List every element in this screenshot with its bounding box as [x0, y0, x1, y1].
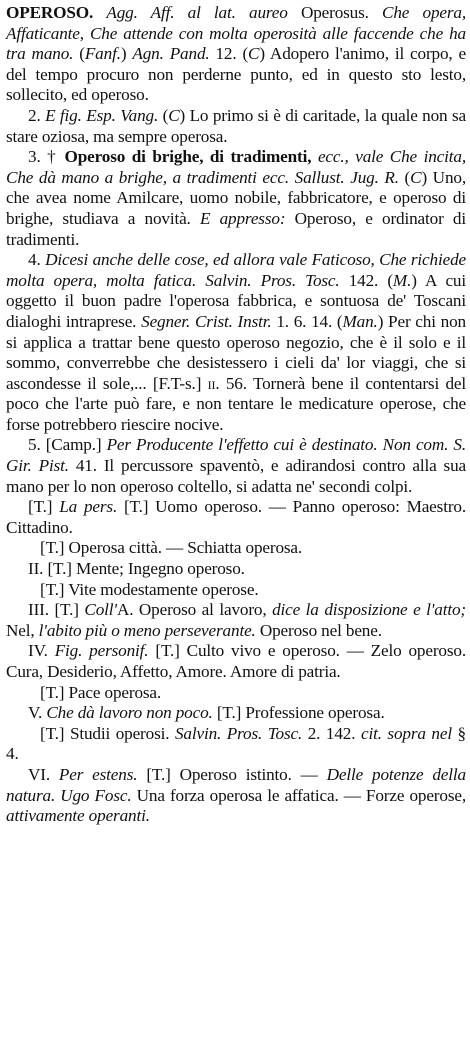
italic-run: C	[410, 167, 422, 187]
italic-run: M.	[392, 270, 412, 290]
italic-run: l'abito più o meno perseverante.	[38, 620, 256, 640]
text-run: ) Per chi non si applica a trattar bene questo operoso negozio, che è il solo e il sommo, converrebbe che desistessero i cieli da' lor viaggi, che si ascondesse il sole,... [F.T-s.]	[6, 311, 466, 393]
italic-run: Che dà lavoro non poco.	[46, 703, 213, 723]
italic-run: Segner. Crist. Instr.	[141, 311, 272, 331]
text-run: [T.] Operoso istinto. —	[137, 764, 327, 784]
text-run: (	[398, 167, 411, 187]
entry-subsense-pers	[6, 497, 466, 538]
italic-run: La pers.	[59, 497, 118, 517]
italic-run: E fig. Esp. Vang.	[45, 105, 159, 125]
text-run: ) Uno, che avea nome Amilcare, uomo nobile, fabbricatore, e operoso di brighe, studiava a novità.	[6, 167, 466, 228]
italic-run: Salvin. Pros. Tosc.	[174, 723, 303, 743]
entry-main-definition	[6, 3, 466, 106]
text-run: 12. (	[209, 44, 249, 64]
italic-run: Per Producente l'effetto cui è destinato. Non com. S. Gir. Pist.	[6, 435, 466, 476]
italic-run: Fig. personif.	[54, 641, 149, 661]
text-run: Operosus.	[287, 3, 383, 22]
text-run: 41. Il percussore spaventò, e adirandosi contro alla sua mano per lo non operoso coltello, si adatta ne' secondi colpi.	[6, 456, 466, 496]
entry-subsense-studii	[6, 724, 466, 765]
italic-run: Coll'	[84, 600, 117, 620]
entry-sense-IV	[6, 641, 466, 682]
italic-run: Dicesi anche delle cose, ed allora vale Faticoso, Che richiede molta opera, molta fatica. Salvin. Pros. Tosc.	[6, 250, 466, 290]
italic-run: Man.	[342, 311, 378, 331]
text-run: (	[158, 105, 169, 125]
italic-run: attivamente operanti.	[6, 806, 150, 826]
text-run: IV.	[28, 641, 55, 661]
entry-sense-III	[6, 600, 466, 641]
text-run: 1. 6. 14. (	[271, 311, 343, 331]
text-run: [T.]	[28, 497, 60, 517]
text-run: III. [T.]	[28, 600, 85, 620]
italic-run: Agn. Pand.	[132, 44, 210, 64]
text-run: 3. †	[28, 147, 65, 167]
text-run: 4.	[28, 250, 46, 270]
entry-sense-4	[6, 250, 466, 435]
italic-run: Agg. Aff. al lat. aureo	[106, 3, 288, 22]
italic-run: Che opera, Affaticante, Che attende con molta operosità alle faccende che ha tra mano.	[6, 3, 467, 64]
entry-sense-3	[6, 147, 466, 250]
text-run: § 4.	[6, 723, 466, 764]
entry-sense-5	[6, 435, 466, 497]
italic-run: Per estens.	[58, 764, 138, 784]
smallcaps-run: ii	[207, 373, 216, 393]
text-run: 5. [Camp.]	[28, 435, 107, 455]
bold-run: OPEROSO.	[6, 3, 94, 22]
entry-sense-II	[6, 559, 466, 580]
text-run: [T.] Vite modestamente operose.	[40, 579, 259, 599]
text-run: [T.] Pace operosa.	[40, 682, 162, 702]
text-run: )	[120, 44, 133, 64]
text-run: 2. 142.	[302, 723, 361, 743]
italic-run: Delle potenze della natura. Ugo Fosc.	[6, 764, 466, 805]
text-run: II. [T.] Mente; Ingegno operoso.	[28, 559, 245, 579]
italic-run: C	[168, 105, 180, 125]
text-run: VI.	[28, 764, 59, 784]
text-run: V.	[28, 703, 47, 723]
italic-run: E appresso:	[199, 208, 286, 228]
text-run: [T.] Uomo operoso. — Panno operoso: Maestro. Cittadino.	[6, 497, 466, 537]
text-run: ) Lo primo si è di caritade, la quale non sa stare oziosa, ma sempre operosa.	[6, 105, 466, 146]
text-run: 142. (	[339, 270, 393, 290]
text-run: Una forza operosa le affatica. — Forze operose,	[131, 785, 466, 805]
text-run: (	[73, 44, 85, 64]
italic-run: dice la disposizione e l'atto;	[272, 600, 466, 620]
italic-run: C	[248, 44, 260, 64]
italic-run: cit. sopra nel	[360, 723, 452, 743]
entry-subsense-vite	[6, 580, 466, 601]
entry-sense-VI	[6, 765, 466, 827]
italic-run: ecc., vale Che incita, Che dà mano a brighe, a tradimenti ecc. Sallust. Jug. R.	[6, 147, 466, 187]
text-run: ) Adopero l'animo, il corpo, e del tempo procuro non perderne punto, ed in questo sto lesto, sollecito, ed operoso.	[6, 44, 466, 105]
italic-run: Fanf.	[84, 44, 121, 64]
entry-subsense-citta	[6, 538, 466, 559]
text-run: Operoso, e ordinator di tradimenti.	[6, 208, 466, 249]
text-run: [T.] Studii operosi.	[40, 723, 175, 743]
text-run: A. Operoso al lavoro,	[116, 600, 273, 620]
bold-run: Operoso di brighe, di tradimenti,	[64, 147, 312, 167]
text-run: Nel,	[6, 620, 39, 640]
text-run: Operoso nel bene.	[255, 620, 382, 640]
entry-sense-V	[6, 703, 466, 724]
text-run: . 56. Tornerà bene il contentarsi del poco che l'arte può fare, e non tentare le medicature operose, che forse potrebbero riescire nocive.	[6, 373, 466, 434]
text-run	[93, 3, 106, 22]
text-run: ) A cui oggetto il buon padre l'operosa fabbrica, e sontuosa de' Toscani dialoghi intraprese.	[6, 270, 467, 331]
entry-subsense-pace	[6, 683, 466, 704]
text-run: 2.	[28, 105, 46, 125]
text-run: [T.] Culto vivo e operoso. — Zelo operoso. Cura, Desiderio, Affetto, Amore. Amore di patria.	[6, 641, 466, 681]
entry-sense-2	[6, 106, 466, 147]
text-run: [T.] Professione operosa.	[212, 703, 385, 723]
text-run: [T.] Operosa città. — Schiatta operosa.	[40, 538, 303, 558]
